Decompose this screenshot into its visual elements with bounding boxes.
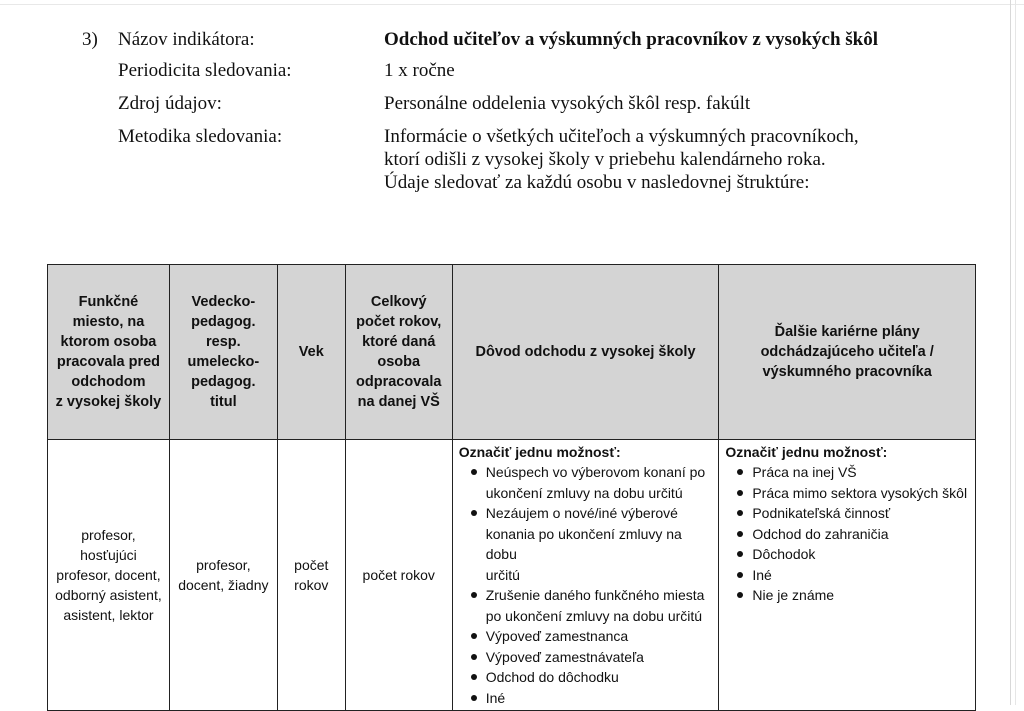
list-item: Podnikateľská činnosť: [752, 503, 969, 524]
plans-option-list: [725, 462, 969, 606]
header-plans: Ďalšie kariérne plány odchádzajúceho učiteľa / výskumného pracovníka: [719, 265, 976, 440]
list-item: Neúspech vo výberovom konaní po ukončení zmluvy na dobu určitú: [486, 462, 713, 503]
period-value: 1 x ročne: [384, 60, 455, 81]
reason-instruction: Označiť jednu možnosť:: [458, 444, 621, 460]
cell-years: počet rokov: [345, 440, 452, 711]
indicator-name-row: [82, 28, 942, 51]
cell-plans-options: [719, 440, 976, 711]
list-item: Nie je známe: [752, 585, 969, 606]
indicator-name-label: Názov indikátora:: [118, 29, 255, 50]
table-row: [48, 440, 976, 711]
source-label: Zdroj údajov:: [118, 93, 222, 114]
indicator-name-value: Odchod učiteľov a výskumných pracovníkov z vysokých škôl: [384, 29, 879, 50]
header-position: Funkčné miesto, na ktorom osoba pracovala pred odchodom z vysokej školy: [48, 265, 170, 440]
list-item: Nezáujem o nové/iné výberové konania po ukončení zmluvy na dobu určitú: [486, 503, 713, 585]
method-line: ktorí odišli z vysokej školy v priebehu kalendárneho roka.: [384, 149, 826, 170]
list-item: Práca mimo sektora vysokých škôl: [752, 483, 969, 504]
data-structure-table: [47, 264, 976, 711]
cell-position: profesor, hosťujúci profesor, docent, odborný asistent, asistent, lektor: [48, 440, 170, 711]
header-years: Celkový počet rokov, ktoré daná osoba odpracovala na danej VŠ: [345, 265, 452, 440]
method-label: Metodika sledovania:: [118, 126, 283, 147]
page-top-edge: [0, 0, 1024, 5]
header-age: Vek: [277, 265, 345, 440]
header-title: Vedecko- pedagog. resp. umelecko- pedagog. titul: [169, 265, 277, 440]
method-row: [82, 125, 942, 194]
reason-option-list: [459, 462, 713, 708]
source-row: [82, 92, 942, 115]
list-item: Práca na inej VŠ: [752, 462, 969, 483]
cell-reason-options: [452, 440, 719, 711]
cell-age: počet rokov: [277, 440, 345, 711]
table-header-row: [48, 265, 976, 440]
list-item: Výpoveď zamestnanca: [486, 626, 713, 647]
list-item: Iné: [486, 688, 713, 709]
source-value: Personálne oddelenia vysokých škôl resp. fakúlt: [384, 93, 751, 114]
header-reason: Dôvod odchodu z vysokej školy: [452, 265, 719, 440]
method-value: [384, 125, 914, 194]
list-item: Odchod do zahraničia: [752, 524, 969, 545]
page-right-edge: [1010, 0, 1016, 705]
list-item: Zrušenie daného funkčného miesta po ukončení zmluvy na dobu určitú: [486, 585, 713, 626]
indicator-block: [82, 28, 942, 204]
method-line: Údaje sledovať za každú osobu v nasledovnej štruktúre:: [384, 172, 810, 193]
plans-instruction: Označiť jednu možnosť:: [725, 444, 888, 460]
list-item: Výpoveď zamestnávateľa: [486, 647, 713, 668]
list-item: Iné: [752, 565, 969, 586]
period-row: [82, 59, 942, 82]
list-item: Odchod do dôchodku: [486, 667, 713, 688]
method-line: Informácie o všetkých učiteľoch a výskumných pracovníkoch,: [384, 126, 859, 147]
cell-title: profesor, docent, žiadny: [169, 440, 277, 711]
period-label: Periodicita sledovania:: [118, 60, 292, 81]
list-item: Dôchodok: [752, 544, 969, 565]
indicator-number: 3): [82, 29, 98, 50]
